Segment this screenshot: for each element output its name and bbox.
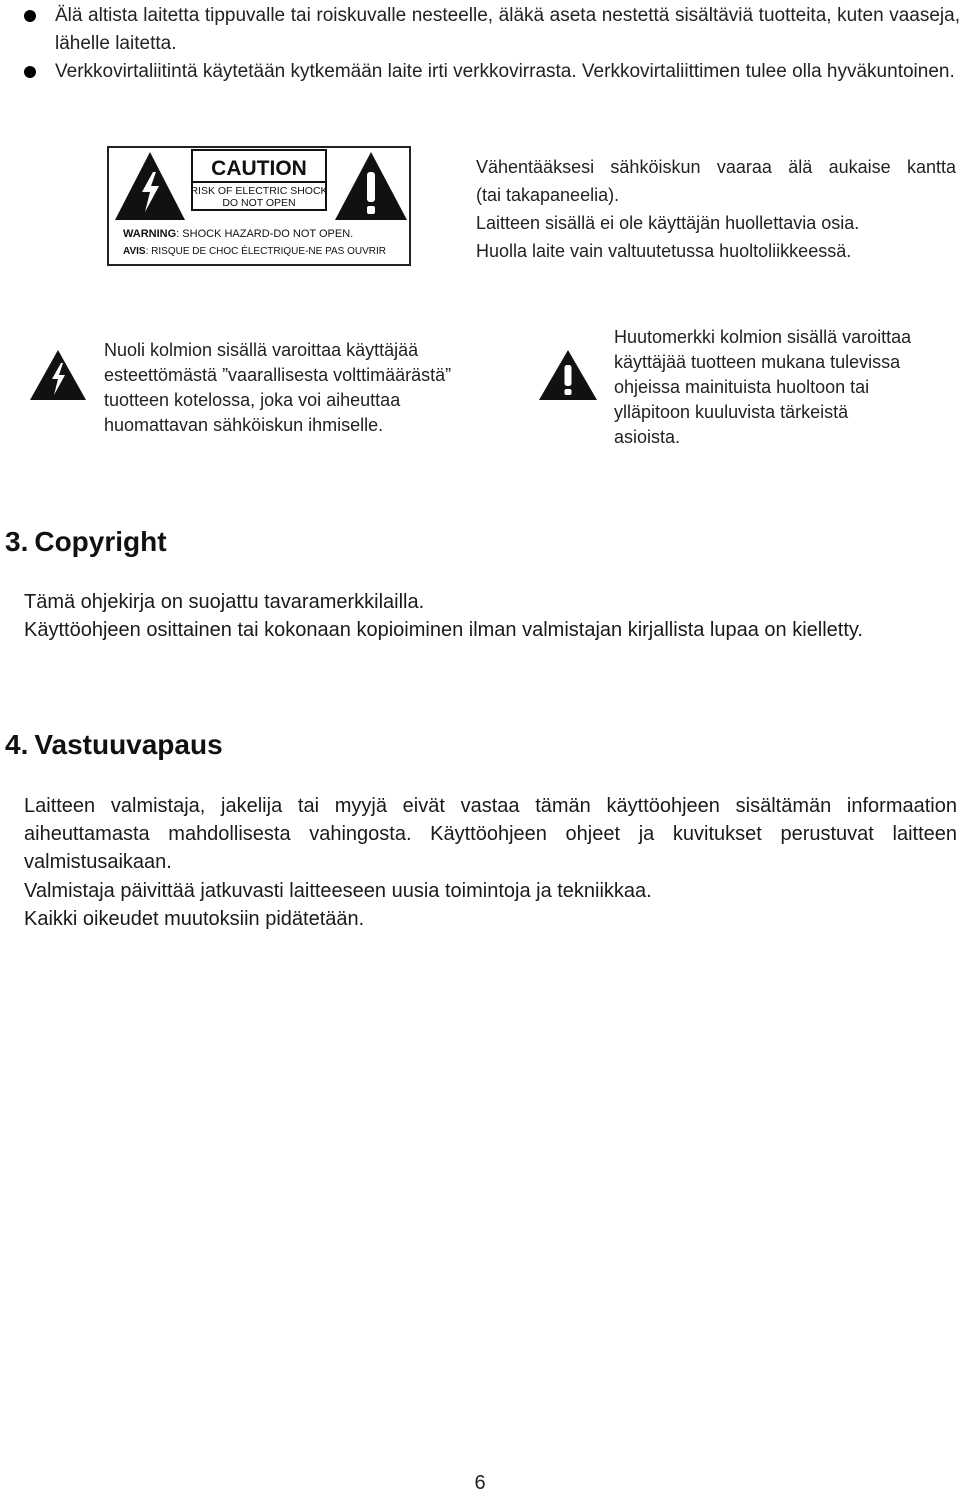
warning-prefix: WARNING bbox=[123, 228, 177, 240]
caution-line1: RISK OF ELECTRIC SHOCK bbox=[190, 185, 328, 197]
exclamation-text-line: ylläpitoon kuuluvista tärkeistä bbox=[614, 402, 849, 422]
disclaimer-line: Valmistaja päivittää jatkuvasti laitteeseen uusia toimintoja ja tekniikkaa. bbox=[24, 880, 652, 902]
exclamation-explanation bbox=[614, 325, 954, 450]
copyright-line: Käyttöohjeen osittainen tai kokonaan kopioiminen ilman valmistajan kirjallista lupaa on kielletty. bbox=[24, 619, 863, 641]
exclamation-text-line: käyttäjää tuotteen mukana tulevissa bbox=[614, 352, 901, 372]
section-number: 4. bbox=[5, 729, 29, 760]
copyright-line: Tämä ohjekirja on suojattu tavaramerkkilailla. bbox=[24, 591, 425, 613]
lightning-text-line: Nuoli kolmion sisällä varoittaa käyttäjää bbox=[104, 340, 419, 360]
caution-explanation bbox=[476, 153, 956, 265]
warning-text: : SHOCK HAZARD-DO NOT OPEN. bbox=[176, 228, 354, 240]
exclamation-warning-icon bbox=[538, 349, 598, 401]
bullet-text: Älä altista laitetta tippuvalle tai roiskuvalle nesteelle, äläkä aseta nestettä sisältäviä tuotteita, kuten vaaseja, lähelle laitetta. bbox=[55, 5, 960, 54]
lightning-explanation bbox=[104, 338, 504, 438]
section-title: Vastuuvapaus bbox=[34, 729, 223, 760]
caution-text-line: Vähentääksesi sähköiskun vaaraa älä aukaise kantta bbox=[476, 157, 956, 177]
avis-text: : RISQUE DE CHOC ÉLECTRIQUE-NE PAS OUVRIR bbox=[145, 246, 387, 257]
caution-title: CAUTION bbox=[211, 157, 307, 180]
bullet-dot-icon bbox=[24, 10, 36, 22]
avis-line bbox=[123, 244, 386, 257]
bullet-dot-icon bbox=[24, 66, 36, 78]
exclamation-text-line: Huutomerkki kolmion sisällä varoittaa bbox=[614, 327, 912, 347]
safety-bullet-list bbox=[24, 0, 960, 86]
lightning-warning-icon bbox=[29, 349, 87, 401]
bullet-item-liquids bbox=[24, 2, 960, 58]
exclamation-text-line: asioista. bbox=[614, 427, 681, 447]
section-title: Copyright bbox=[34, 526, 167, 557]
warning-line bbox=[123, 228, 353, 240]
disclaimer-line: Kaikki oikeudet muutoksiin pidätetään. bbox=[24, 908, 365, 930]
lightning-text-line: huomattavan sähköiskun ihmiselle. bbox=[104, 415, 384, 435]
bullet-text: Verkkovirtaliitintä käytetään kytkemään laite irti verkkovirrasta. Verkkovirtaliittimen tulee olla hyväkuntoinen. bbox=[55, 61, 955, 82]
page-number: 6 bbox=[474, 1472, 486, 1494]
avis-prefix: AVIS bbox=[123, 246, 146, 257]
caution-text-line: Huolla laite vain valtuutetussa huoltoliikkeessä. bbox=[476, 241, 852, 261]
lightning-text-line: tuotteen kotelossa, joka voi aiheuttaa bbox=[104, 390, 401, 410]
exclamation-triangle-icon bbox=[335, 152, 407, 220]
caution-line2: DO NOT OPEN bbox=[222, 197, 296, 209]
lightning-text-line: esteettömästä ”vaarallisesta volttimäärästä” bbox=[104, 365, 452, 385]
bullet-item-mains-plug bbox=[24, 58, 960, 86]
caution-label bbox=[107, 146, 411, 266]
exclamation-text-line: ohjeissa mainituista huoltoon tai bbox=[614, 377, 870, 397]
disclaimer-paragraph: Laitteen valmistaja, jakelija tai myyjä eivät vastaa tämän käyttöohjeen sisältämän informaation aiheuttamasta mahdollisesta vahingosta. Käyttöohjeen ohjeet ja kuvitukset perustuvat laitteen valmistusaikaan. bbox=[24, 795, 957, 873]
caution-text-line: Laitteen sisällä ei ole käyttäjän huollettavia osia. bbox=[476, 213, 860, 233]
copyright-heading bbox=[5, 526, 167, 558]
disclaimer-heading bbox=[5, 729, 223, 761]
lightning-triangle-icon bbox=[115, 152, 185, 220]
section-number: 3. bbox=[5, 526, 29, 557]
caution-text-line: (tai takapaneelia). bbox=[476, 185, 620, 205]
